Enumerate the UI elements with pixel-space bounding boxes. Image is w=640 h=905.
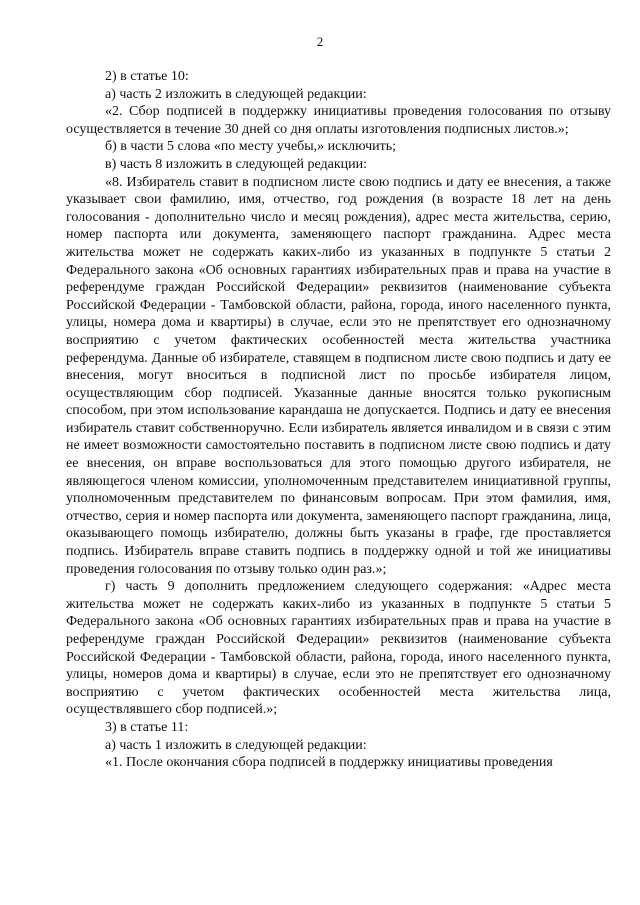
paragraph-article-11-heading: 3) в статье 11: bbox=[105, 719, 189, 735]
page-number: 2 bbox=[316, 34, 324, 49]
paragraph-part-5-instruction: б) в части 5 слова «по месту учебы,» исключить; bbox=[105, 139, 397, 155]
paragraph-article-10-heading: 2) в статье 10: bbox=[105, 69, 189, 84]
document-body bbox=[66, 68, 611, 772]
paragraph-part-8-text: «8. Избиратель ставит в подписном листе свою подпись и дату ее внесения, а также указывает свои фамилию, имя, отчество, год рождения (в возрасте 18 лет на день голосования - дополнительно число и месяц рождения), адрес места жительства, серию, номер паспорта или документа, заменяющего паспорт гражданина. Адрес места жительства может не содержать каких-либо из указанных в подпункте 5 статьи 2 Федерального закона «Об основных гарантиях избирательных прав и права на участие в референдуме граждан Российской Федерации» реквизитов (наименование субъекта Российской Федерации - Тамбовской области, района, города, иного населенного пункта, улицы, номера дома и квартиры) в случае, если это не препятствует его однозначному восприятию с учетом фактических особенностей места жительства участника референдума. Данные об избирателе, ставящем в подписном листе свою подпись и дату ее внесения, могут вноситься в подписной лист по просьбе избирателя лицом, осуществляющим сбор подписей. Указанные данные вносятся только рукописным способом, при этом использование карандаша не допускается. Подпись и дату ее внесения избиратель ставит собственноручно. Если избиратель является инвалидом и в связи с этим не имеет возможности самостоятельно поставить в подписном листе свою подпись и дату ее внесения, он вправе воспользоваться для этого помощью другого избирателя, не являющегося членом комиссии, уполномоченным представителем инициативной группы, уполномоченным представителем по финансовым вопросам. При этом фамилия, имя, отчество, серия и номер паспорта или документа, заменяющего паспорт гражданина, лица, оказывающего помощь избирателю, должны быть указаны в графе, где проставляется подпись. Избиратель вправе ставить подпись в поддержку одной и той же инициативы проведения голосования по отзыву только один раз.»; bbox=[66, 174, 611, 577]
paragraph-part-1-text: «1. После окончания сбора подписей в поддержку инициативы проведения bbox=[105, 755, 553, 771]
paragraph-part-1-instruction: а) часть 1 изложить в следующей редакции: bbox=[105, 737, 367, 753]
paragraph-part-8-instruction: в) часть 8 изложить в следующей редакции: bbox=[105, 156, 368, 172]
paragraph-part-2-instruction: а) часть 2 изложить в следующей редакции: bbox=[105, 86, 367, 102]
paragraph-part-9-addition: г) часть 9 дополнить предложением следующего содержания: «Адрес места жительства может не содержать каких-либо из указанных в подпункте 5 статьи 5 Федерального закона «Об основных гарантиях избирательных прав и права на участие в референдуме граждан Российской Федерации» реквизитов (наименование субъекта Российской Федерации - Тамбовской области, района, города, иного населенного пункта, улицы, номеров дома и квартиры) в случае, если это не препятствует его однозначному восприятию с учетом фактических особенностей места жительства лица, осуществлявшего сбор подписей.»; bbox=[66, 579, 611, 718]
paragraph-part-2-text: «2. Сбор подписей в поддержку инициативы проведения голосования по отзыву осуществляется в течение 30 дней со дня оплаты изготовления подписных листов.»; bbox=[66, 104, 611, 137]
